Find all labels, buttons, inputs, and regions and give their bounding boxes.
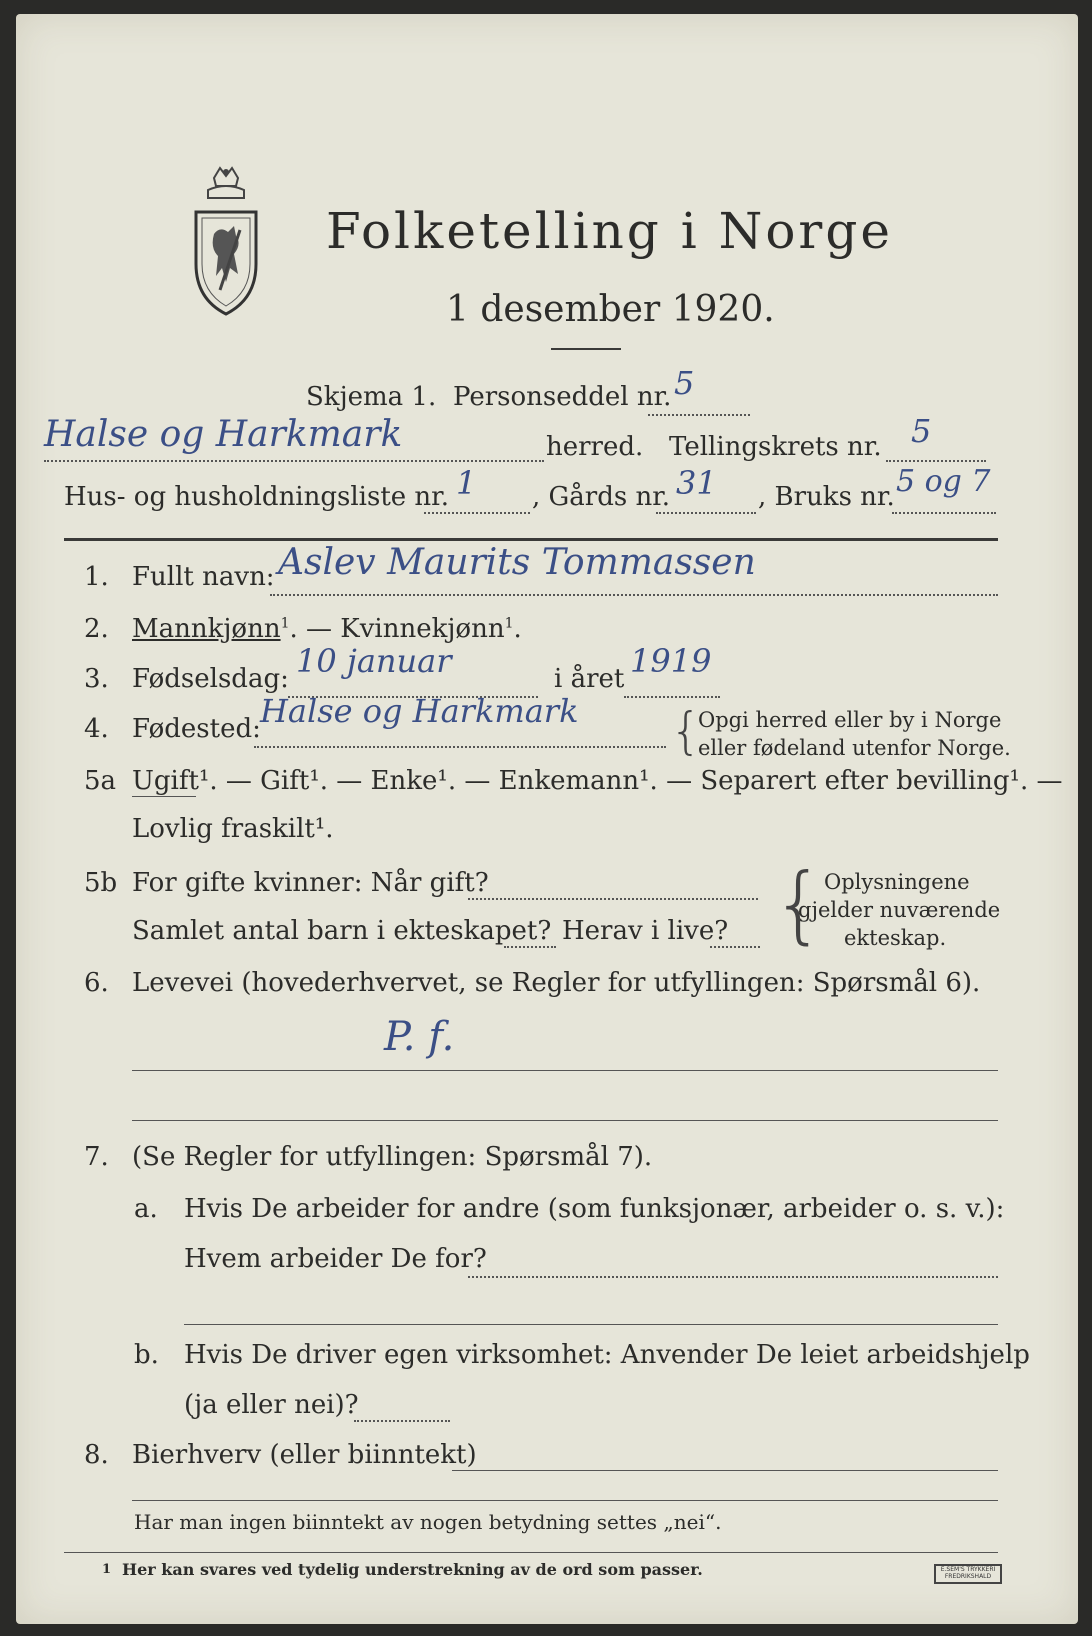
q1-value[interactable]: Aslev Maurits Tommassen [278, 542, 756, 583]
q4-note-line1: Opgi herred eller by i Norge [698, 708, 1002, 732]
q5a-number: 5a [84, 766, 117, 796]
q2-options: Mannkjønn$^1$. — Kvinnekjønn$^1$. [132, 614, 522, 644]
census-date: 1 desember 1920. [446, 289, 775, 330]
printer-stamp: E.SEM'S TRYKKERI FREDRIKSHALD [934, 1564, 1002, 1584]
q8-answer-line [452, 1470, 998, 1471]
q8-label: Bierhverv (eller biinntekt) [132, 1440, 477, 1470]
q7a-number: a. [134, 1194, 158, 1224]
q7a-line1: Hvis De arbeider for andre (som funksjonær, arbeider o. s. v.): [184, 1194, 1005, 1224]
hus-line [424, 512, 530, 514]
q6-line1 [132, 1070, 998, 1071]
q6-line2 [132, 1120, 998, 1121]
q5a-line2[interactable]: Lovlig fraskilt¹. [132, 814, 334, 844]
q5b-live-line [710, 946, 760, 948]
q1-line [270, 594, 998, 596]
form-title: Folketelling i Norge [326, 202, 893, 260]
bruks-line [892, 512, 996, 514]
q5b-brace: { [772, 855, 826, 953]
tellingskrets-value[interactable]: 5 [911, 412, 932, 450]
q3-label: Fødselsdag: [132, 664, 289, 694]
q3-year-line [624, 696, 720, 698]
q5b-line1: For gifte kvinner: Når gift? [132, 868, 489, 898]
q7b-number: b. [134, 1340, 159, 1370]
q1-label: Fullt navn: [132, 562, 275, 592]
q2-number: 2. [84, 614, 109, 644]
title-divider [551, 348, 621, 350]
herred-line [44, 460, 544, 462]
footer-note: Har man ingen biinntekt av nogen betydning settes „nei“. [134, 1510, 722, 1534]
q4-number: 4. [84, 714, 109, 744]
personseddel-value[interactable]: 5 [674, 364, 695, 402]
skjema-label: Skjema 1. [306, 382, 437, 412]
q3-year-label: i året [554, 664, 625, 694]
q6-number: 6. [84, 968, 109, 998]
q3-year-value[interactable]: 1919 [630, 642, 712, 680]
personseddel-line [648, 414, 750, 416]
personseddel-label: Personseddel nr. [453, 382, 672, 412]
q4-brace: { [670, 702, 702, 760]
q7b-answer-line [354, 1420, 450, 1422]
q7a-answer-line2 [184, 1324, 998, 1325]
section-divider [64, 538, 998, 541]
q7b-line1: Hvis De driver egen virksomhet: Anvender De leiet arbeidshjelp [184, 1340, 1030, 1370]
q5b-number: 5b [84, 868, 118, 898]
q7a-line2: Hvem arbeider De for? [184, 1244, 487, 1274]
q5b-note1: Oplysningene [824, 870, 970, 894]
q2-male[interactable]: Mannkjønn [132, 614, 281, 644]
q5b-gift-line [468, 898, 758, 900]
herred-value[interactable]: Halse og Harkmark [44, 414, 403, 455]
q5a-ugift-underline [132, 796, 196, 797]
q4-line [254, 746, 666, 748]
bruks-value[interactable]: 5 og 7 [896, 464, 991, 499]
gards-label: , Gårds nr. [532, 482, 671, 512]
footer-divider [132, 1500, 998, 1501]
q4-note-line2: eller fødeland utenfor Norge. [698, 736, 1011, 760]
q6-value[interactable]: P. f. [384, 1014, 455, 1060]
footnote-text: Her kan svares ved tydelig understrekning av de ord som passer. [122, 1560, 703, 1579]
bruks-label: , Bruks nr. [758, 482, 895, 512]
herred-label: herred. [546, 432, 644, 462]
q7b-line2: (ja eller nei)? [184, 1390, 359, 1420]
norway-coat-of-arms-icon [186, 164, 266, 324]
q3-value[interactable]: 10 januar [296, 642, 452, 680]
q8-number: 8. [84, 1440, 109, 1470]
census-form [16, 14, 1078, 1624]
gards-value[interactable]: 31 [676, 464, 717, 502]
q3-number: 3. [84, 664, 109, 694]
q5b-note2: gjelder nuværende [798, 898, 1001, 922]
q7a-answer-line1 [468, 1276, 998, 1278]
q7-label: (Se Regler for utfyllingen: Spørsmål 7). [132, 1142, 653, 1172]
hus-label: Hus- og husholdningsliste nr. [64, 482, 450, 512]
gards-line [656, 512, 756, 514]
tellingskrets-line [886, 460, 986, 462]
q5a-options[interactable]: Ugift¹. — Gift¹. — Enke¹. — Enkemann¹. — Separert efter bevilling¹. — [132, 766, 1063, 796]
q5b-note3: ekteskap. [844, 926, 947, 950]
q5b-barn-line [504, 946, 556, 948]
q5b-line2a: Samlet antal barn i ekteskapet? [132, 916, 552, 946]
q2-female[interactable]: Kvinnekjønn [340, 614, 505, 644]
q4-label: Fødested: [132, 714, 261, 744]
footnote-divider [64, 1552, 998, 1553]
q5b-line2b: Herav i live? [562, 916, 729, 946]
q1-number: 1. [84, 562, 109, 592]
q6-label: Levevei (hovederhvervet, se Regler for utfyllingen: Spørsmål 6). [132, 968, 981, 998]
tellingskrets-label: Tellingskrets nr. [669, 432, 882, 462]
q7-number: 7. [84, 1142, 109, 1172]
q4-value[interactable]: Halse og Harkmark [260, 692, 579, 730]
footnote-mark: 1 [102, 1562, 112, 1577]
hus-value[interactable]: 1 [456, 464, 477, 502]
